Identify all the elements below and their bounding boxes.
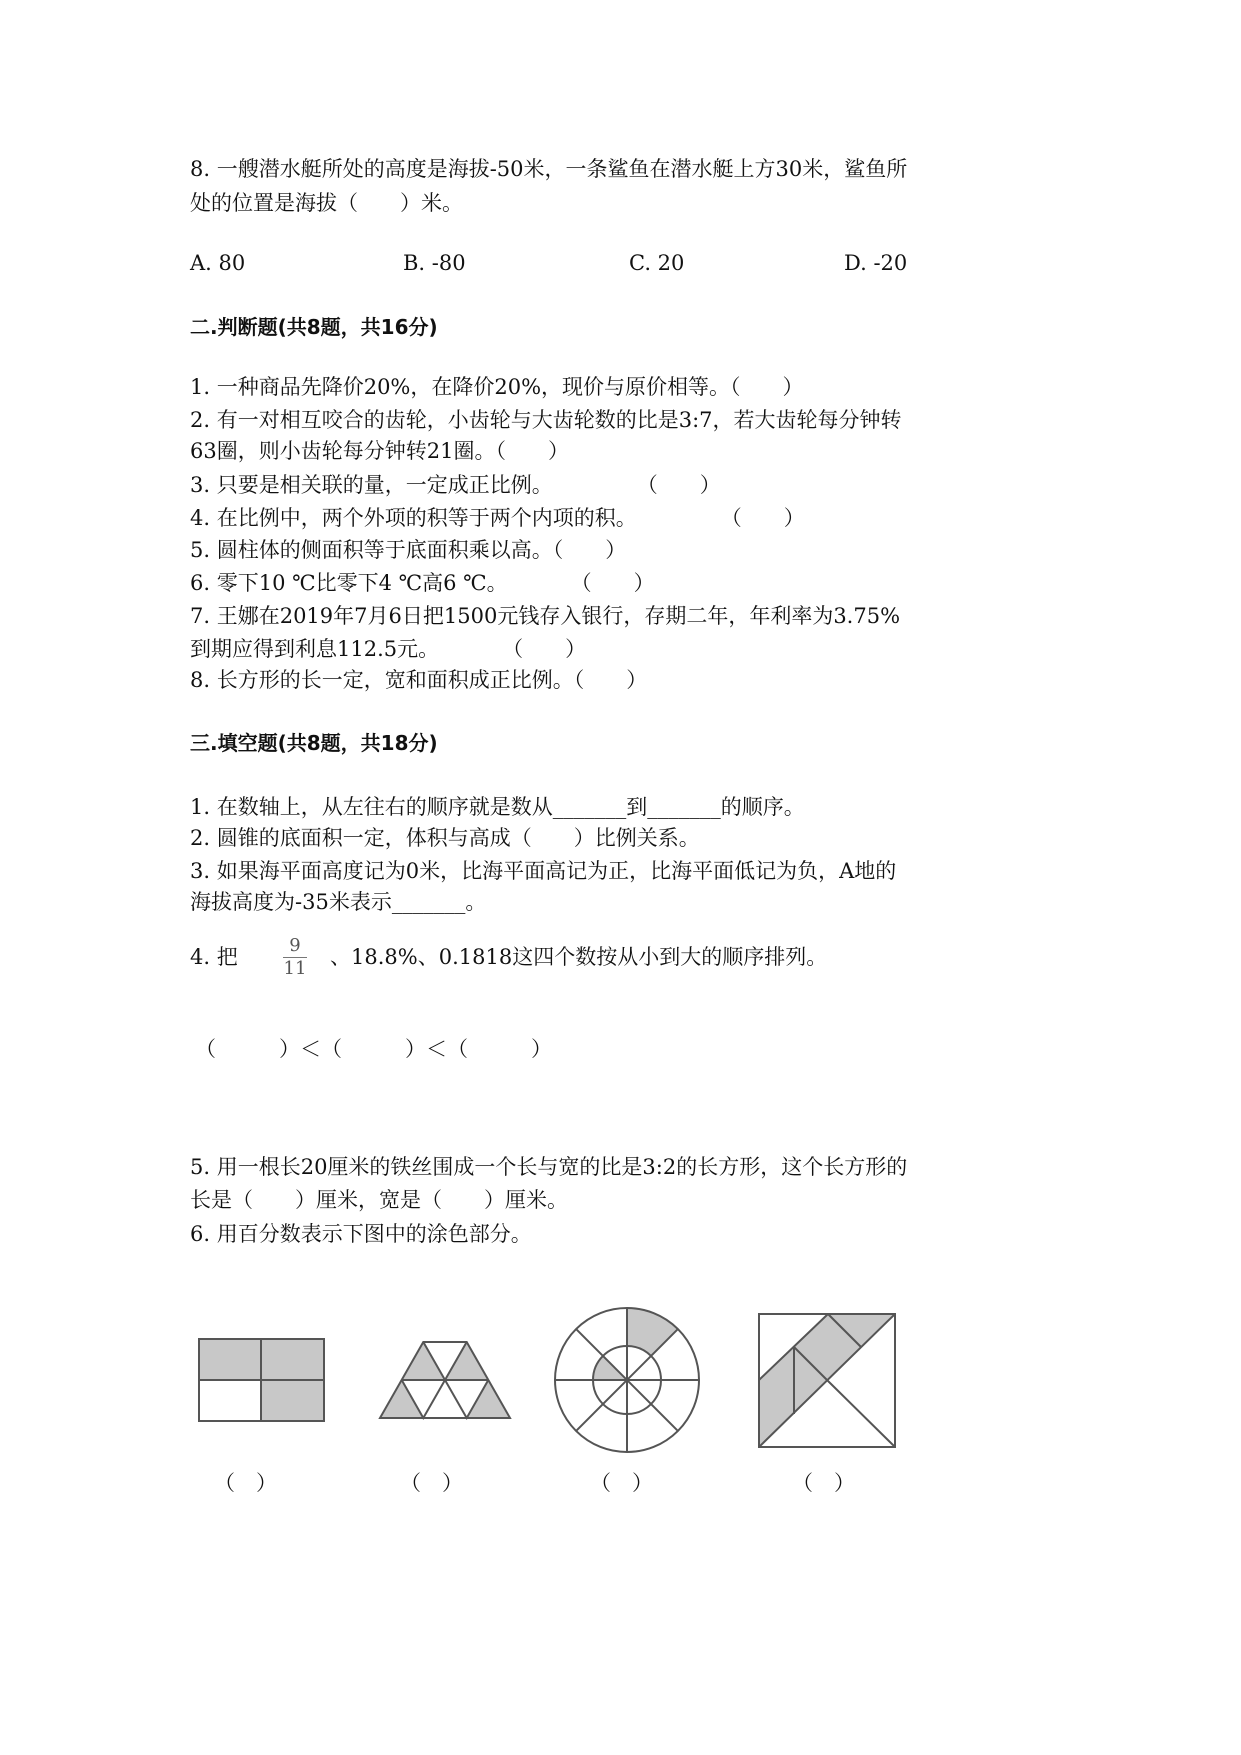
fill-line: 1. 在数轴上，从左往右的顺序就是数从_______到_______的顺序。 xyxy=(190,795,805,819)
judge-line: 3. 只要是相关联的量，一定成正比例。 （ ） xyxy=(190,473,721,497)
figure-rectangle xyxy=(199,1339,324,1421)
q4-rest: 、18.8%、0.1818这四个数按从小到大的顺序排列。 xyxy=(330,945,828,969)
fraction-denominator: 11 xyxy=(283,958,307,979)
figure-trapezoid xyxy=(380,1342,510,1418)
figure3-answer: （ ） xyxy=(590,1471,653,1495)
option-b: B. -80 xyxy=(403,251,466,275)
fill-line: 2. 圆锥的底面积一定，体积与高成（ ）比例关系。 xyxy=(190,826,700,850)
figure-tangram-square xyxy=(759,1314,895,1447)
fill-line: 长是（ ）厘米，宽是（ ）厘米。 xyxy=(190,1188,568,1212)
section2-heading: 二.判断题(共8题，共16分) xyxy=(190,315,438,339)
option-a: A. 80 xyxy=(190,251,246,275)
q4-answer-blanks: （ ）＜（ ）＜（ ） xyxy=(195,1037,552,1061)
figure1-answer: （ ） xyxy=(214,1471,277,1495)
fraction-numerator: 9 xyxy=(289,935,301,956)
judge-line: 2. 有一对相互咬合的齿轮，小齿轮与大齿轮数的比是3:7，若大齿轮每分钟转 xyxy=(190,408,902,432)
option-d: D. -20 xyxy=(844,251,908,275)
figure-circle xyxy=(555,1308,699,1452)
fill-line: 6. 用百分数表示下图中的涂色部分。 xyxy=(190,1222,532,1246)
judge-line: 5. 圆柱体的侧面积等于底面积乘以高。（ ） xyxy=(190,538,627,562)
judge-line: 到期应得到利息112.5元。 （ ） xyxy=(190,637,587,661)
judge-line: 7. 王娜在2019年7月6日把1500元钱存入银行，存期二年，年利率为3.75% xyxy=(190,604,901,628)
fill-line: 海拔高度为-35米表示_______。 xyxy=(190,890,487,914)
q4-prefix: 4. 把 xyxy=(190,945,238,969)
judge-line: 1. 一种商品先降价20%，在降价20%，现价与原价相等。（ ） xyxy=(190,375,804,399)
fill-line: 5. 用一根长20厘米的铁丝围成一个长与宽的比是3:2的长方形，这个长方形的 xyxy=(190,1155,908,1179)
figure2-answer: （ ） xyxy=(400,1471,463,1495)
judge-line: 6. 零下10 ℃比零下4 ℃高6 ℃。 （ ） xyxy=(190,571,655,595)
judge-line: 4. 在比例中，两个外项的积等于两个内项的积。 （ ） xyxy=(190,506,805,530)
q8-line1: 8. 一艘潜水艇所处的高度是海拔-50米，一条鲨鱼在潜水艇上方30米，鲨鱼所 xyxy=(190,157,908,181)
judge-line: 8. 长方形的长一定，宽和面积成正比例。（ ） xyxy=(190,668,648,692)
q8-line2: 处的位置是海拔（ ）米。 xyxy=(190,191,463,215)
fill-line: 3. 如果海平面高度记为0米，比海平面高记为正，比海平面低记为负，A地的 xyxy=(190,859,897,883)
option-c: C. 20 xyxy=(629,251,685,275)
figure4-answer: （ ） xyxy=(792,1471,855,1495)
judge-line: 63圈，则小齿轮每分钟转21圈。（ ） xyxy=(190,439,569,463)
section3-heading: 三.填空题(共8题，共18分) xyxy=(190,731,438,755)
